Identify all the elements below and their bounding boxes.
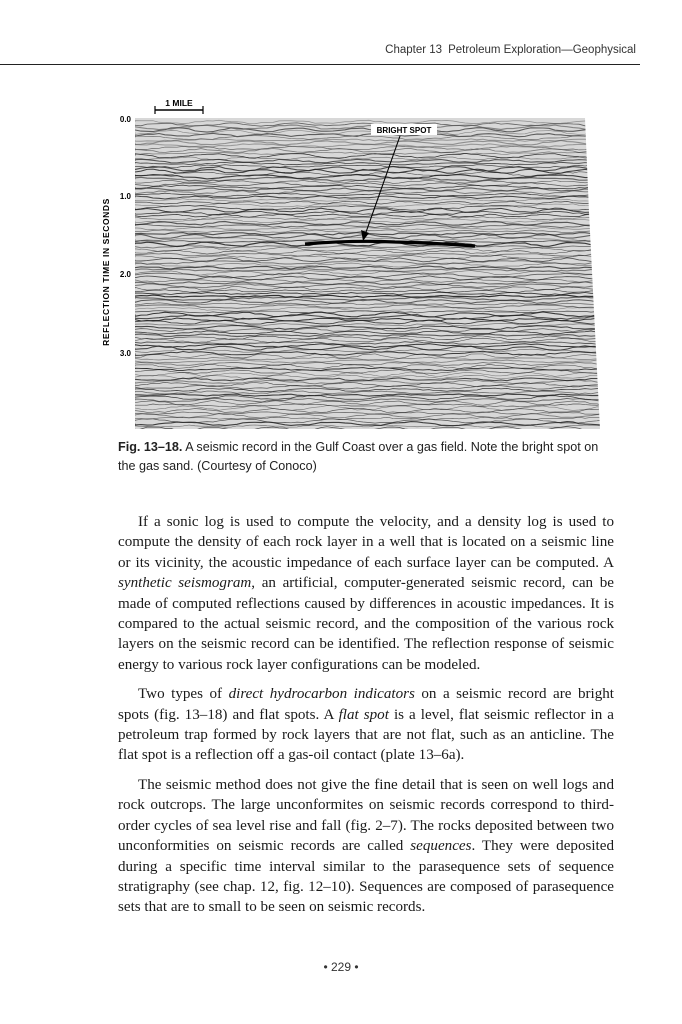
y-tick-1: 1.0 [119,192,131,201]
header-rule [0,64,640,65]
p2-term-2: flat spot [338,706,389,723]
caption-text: A seismic record in the Gulf Coast over a gas field. Note the bright spot on the gas sand. (Courtesy of Conoco) [118,440,599,473]
running-header [0,44,636,56]
p2-text-c: is a level, flat seismic reflector in a petroleum trap formed by rock layers that are not flat, such as an anticline. The flat spot is a reflection off a gas-oil contact (plate 13–6a). [118,706,615,764]
bright-spot-label: BRIGHT SPOT [376,126,432,135]
p2-text-b: on a seismic record are bright spots (fig. 13–18) and flat spots. A [118,686,615,723]
y-axis-label: REFLECTION TIME IN SECONDS [101,198,111,346]
p1-text-a: If a sonic log is used to compute the velocity, and a density log is used to compute the density of each rock layer in a well that is located on a seismic line or its vicinity, the acoustic impedance of each surface layer can be computed. A [118,514,614,571]
header-title: Petroleum Exploration—Geophysical [448,44,636,56]
p3-text-b: . They were deposited during a specific time interval similar to the parasequence sets of sequence stratigraphy (see chap. 12, fig. 12–10). Sequences are composed of parasequence sets that are to small to be seen on seismic records. [118,838,615,916]
paragraph-3 [118,775,614,918]
seismic-record-image [95,92,615,432]
y-tick-3: 3.0 [119,349,131,358]
y-tick-0: 0.0 [119,115,131,124]
paragraph-2 [118,684,614,766]
p1-term: synthetic seismogram [118,575,252,592]
p3-text-a: The seismic method does not give the fine detail that is seen on well logs and rock outcrops. The large unconformites on seismic records correspond to third-order cycles of sea level rise and fall (fig. 2–7). The rocks deposited between two unconformities on seismic records are called [118,776,614,855]
figure-caption [118,438,614,476]
body-text [118,512,614,927]
seismic-figure [95,92,615,432]
scale-label: 1 MILE [165,98,193,108]
paragraph-1 [118,512,614,675]
header-chapter: Chapter 13 [385,44,443,56]
p2-term-1: direct hydrocarbon indicators [228,686,415,703]
p3-term: sequences [410,838,472,855]
caption-label: Fig. 13–18. [118,440,183,454]
y-tick-2: 2.0 [119,270,131,279]
p1-text-b: , an artificial, computer-generated seismic record, can be made of computed reflections caused by differences in acoustic impedances. It is compared to the actual seismic record, and the composition of the various rock layers on the seismic record can be identified. The reflection response of seismic energy to various rock layer configurations can be modeled. [118,575,614,673]
p2-text-a: Two types of [138,686,229,703]
page-number: • 229 • [323,960,359,974]
